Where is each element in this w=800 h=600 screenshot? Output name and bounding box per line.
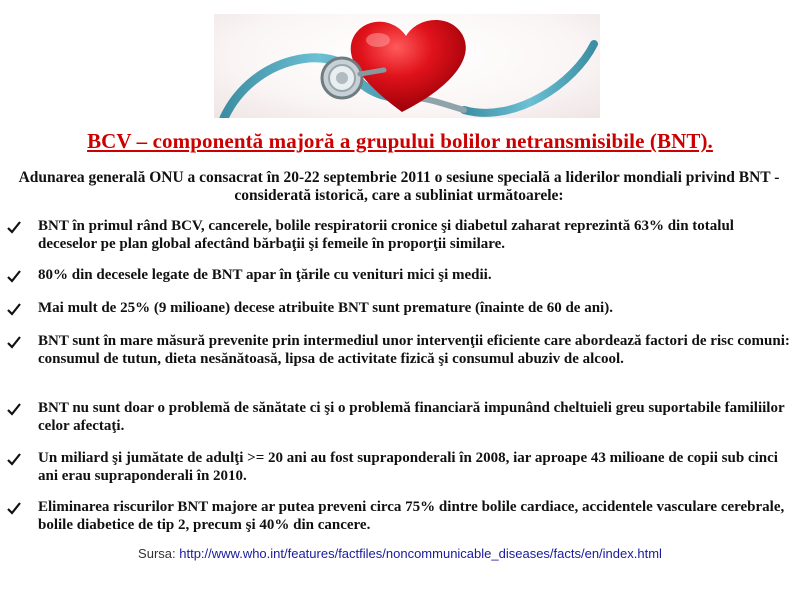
list-item-text: BNT sunt în mare măsură prevenite prin intermediul unor intervenţii eficiente care abordează factori de risc comuni: consumul de tutun, dieta nesănătoasă, lipsa de activitate fizică şi consumul abuziv de alcool. xyxy=(38,333,790,367)
checkmark-icon xyxy=(6,219,22,235)
checkmark-icon xyxy=(6,401,22,417)
checkmark-icon xyxy=(6,500,22,516)
list-item-text: BNT nu sunt doar o problemă de sănătate ci şi o problemă financiară impunând cheltuieli greu suportabile familiilor celor afectaţi. xyxy=(38,400,785,434)
list-item-text: BNT în primul rând BCV, cancerele, bolile respiratorii cronice şi diabetul zaharat reprezintă 63% din totalul deceselor pe plan global afectând bărbaţii şi femeile în proporţii similare. xyxy=(38,218,734,252)
list-item-text: 80% din decesele legate de BNT apar în ţările cu venituri mici şi medii. xyxy=(38,267,492,283)
checkmark-icon xyxy=(6,301,22,317)
heart-stethoscope-icon xyxy=(214,14,600,118)
source-label: Sursa: xyxy=(138,546,180,561)
list-item-text: Mai mult de 25% (9 milioane) decese atribuite BNT sunt premature (înainte de 60 de ani). xyxy=(38,300,613,316)
list-item-text: Un miliard şi jumătate de adulţi >= 20 ani au fost supraponderali în 2008, iar aproape 43 milioane de copii sub cinci ani erau supraponderali în 2010. xyxy=(38,450,778,484)
checkmark-icon xyxy=(6,268,22,284)
checkmark-icon xyxy=(6,451,22,467)
list-item-text: Eliminarea riscurilor BNT majore ar putea preveni circa 75% dintre bolile cardiace, accidentele vasculare cerebrale, bolile diabetice de tip 2, precum şi 40% din cancere. xyxy=(38,499,785,533)
source-line xyxy=(0,546,800,561)
checkmark-icon xyxy=(6,334,22,350)
header-image xyxy=(214,14,600,118)
source-link[interactable]: http://www.who.int/features/factfiles/noncommunicable_diseases/facts/en/index.html xyxy=(179,546,662,561)
intro-paragraph: Adunarea generală ONU a consacrat în 20-22 septembrie 2011 o sesiune specială a liderilor mondiali privind BNT - considerată istorică, care a subliniat următoarele: xyxy=(18,169,780,204)
page-title: BCV – componentă majoră a grupului bolilor netransmisibile (BNT). xyxy=(87,129,713,153)
